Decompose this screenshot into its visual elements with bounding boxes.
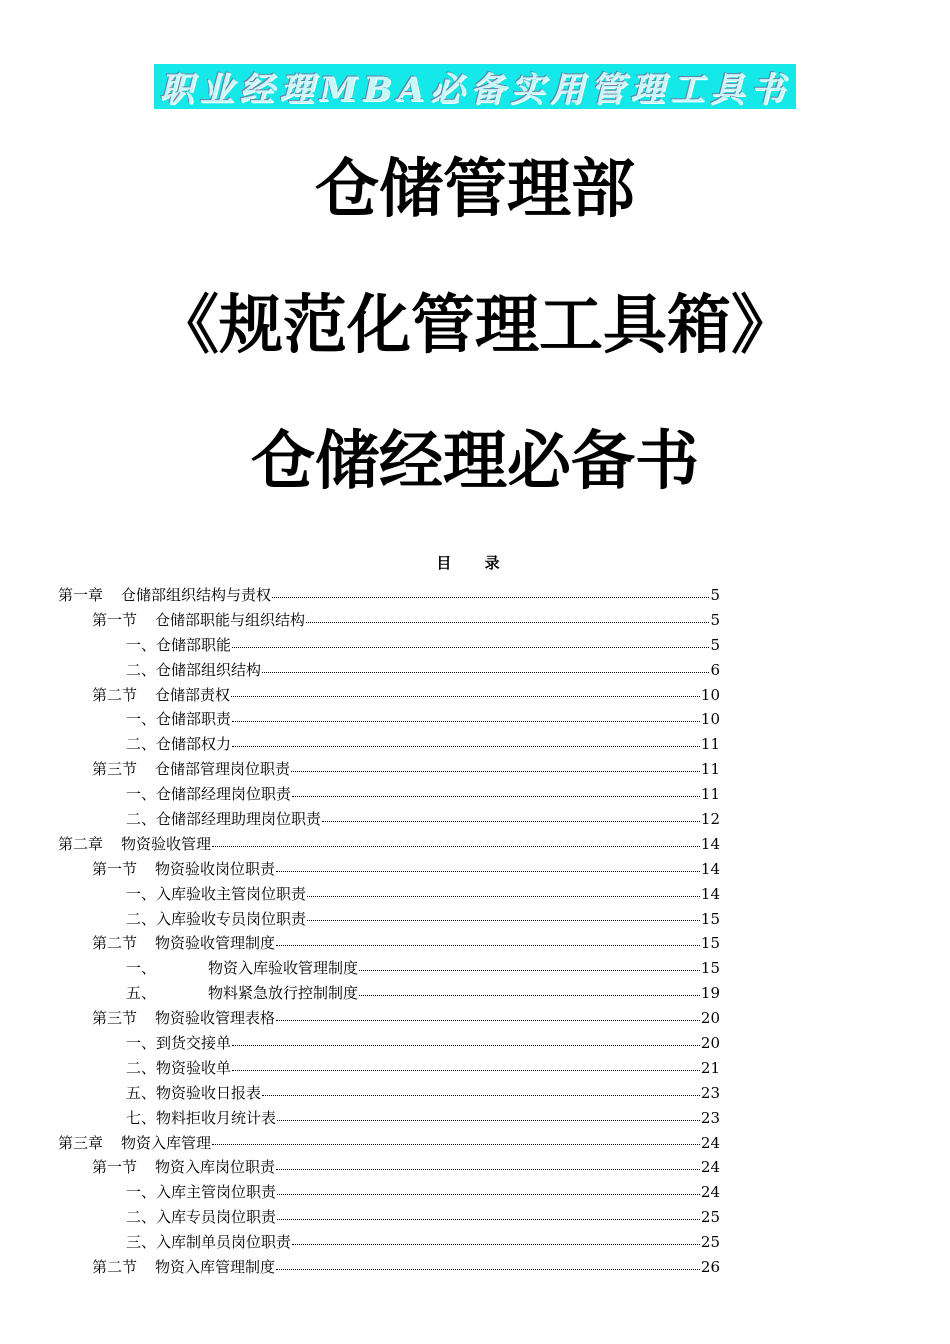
toc-entry-label [58, 832, 211, 857]
toc-dot-leader [277, 1119, 700, 1121]
toc-dot-leader [276, 1168, 700, 1170]
toc-entry-text: 仓储部责权 [155, 685, 231, 704]
toc-entry[interactable] [58, 1056, 720, 1081]
toc-dot-leader [272, 596, 709, 598]
toc-entry-text: 二、物资验收单 [126, 1058, 232, 1077]
toc-dot-leader [277, 1193, 700, 1195]
toc-entry-page: 24 [700, 1183, 720, 1202]
toc-entry-label [58, 1131, 211, 1156]
toc-entry-text: 一、到货交接单 [126, 1034, 232, 1053]
toc-entry-label [92, 1006, 275, 1031]
toc-entry-number: 第一节 [92, 1158, 138, 1177]
toc-entry-text: 二、仓储部经理助理岗位职责 [126, 810, 322, 829]
toc-entry-text: 一、仓储部经理岗位职责 [126, 785, 292, 804]
toc-entry-number: 第二章 [58, 834, 104, 853]
toc-entry-label [92, 931, 275, 956]
banner-text: 职业经理MBA必备实用管理工具书 [159, 70, 791, 109]
toc-dot-leader [306, 621, 709, 623]
toc-entry-text: 五、物资验收日报表 [126, 1083, 262, 1102]
toc-entry-page: 20 [700, 1034, 720, 1053]
toc-entry-page: 11 [700, 735, 720, 754]
toc-entry-page: 11 [700, 760, 720, 779]
toc-entry-label [92, 1255, 275, 1280]
toc-entry-page: 15 [700, 934, 720, 953]
toc-entry-number: 五、 [126, 984, 157, 1003]
toc-entry-page: 23 [700, 1108, 720, 1127]
toc-entry-text: 物料紧急放行控制制度 [208, 984, 359, 1003]
toc-entry-label [58, 583, 271, 608]
toc-entry-label [92, 757, 290, 782]
toc-entry[interactable] [58, 1155, 720, 1180]
toc-entry-text: 物资验收岗位职责 [155, 859, 276, 878]
toc-entry-label [126, 732, 231, 757]
toc-entry[interactable] [58, 1205, 720, 1230]
toc-entry-label [126, 658, 261, 683]
toc-entry-text: 二、入库验收专员岗位职责 [126, 909, 307, 928]
toc-entry-text: 仓储部管理岗位职责 [155, 760, 291, 779]
toc-entry-text: 物资入库岗位职责 [155, 1158, 276, 1177]
toc-entry-page: 5 [710, 610, 720, 629]
toc-entry-page: 25 [700, 1233, 720, 1252]
toc-entry-label [126, 782, 291, 807]
toc-entry-page: 14 [700, 834, 720, 853]
toc-dot-leader [292, 1243, 700, 1245]
toc-entry-page: 24 [700, 1158, 720, 1177]
toc-entry-label [126, 956, 358, 981]
toc-dot-leader [307, 919, 700, 921]
toc-entry-page: 14 [700, 884, 720, 903]
toc-entry-label [126, 1180, 276, 1205]
toc-entry[interactable] [58, 658, 720, 683]
table-of-contents [58, 583, 720, 1280]
toc-entry-text: 二、仓储部权力 [126, 735, 232, 754]
toc-entry-page: 25 [700, 1208, 720, 1227]
toc-entry-label [126, 1056, 231, 1081]
toc-heading: 目 录 [436, 554, 514, 572]
toc-dot-leader [232, 720, 700, 722]
toc-entry-page: 15 [700, 909, 720, 928]
toc-entry-page: 19 [700, 984, 720, 1003]
toc-entry-text: 七、物料拒收月统计表 [126, 1108, 277, 1127]
toc-entry-label [126, 981, 358, 1006]
toc-dot-leader [307, 895, 700, 897]
toc-dot-leader [276, 1268, 700, 1270]
toc-entry-number: 第一节 [92, 859, 138, 878]
toc-dot-leader [322, 820, 700, 822]
title-line-1: 仓储管理部 [315, 153, 635, 227]
toc-entry-label [92, 1155, 275, 1180]
toc-entry-page: 21 [700, 1058, 720, 1077]
toc-entry-label [126, 882, 306, 907]
toc-entry[interactable] [58, 1106, 720, 1131]
toc-dot-leader [277, 1218, 700, 1220]
toc-entry-page: 26 [700, 1258, 720, 1277]
toc-dot-leader [231, 695, 700, 697]
toc-entry[interactable] [58, 1180, 720, 1205]
toc-entry[interactable] [58, 956, 720, 981]
toc-entry[interactable] [58, 931, 720, 956]
toc-dot-leader [232, 1069, 700, 1071]
toc-entry-number: 第一章 [58, 586, 104, 604]
toc-entry[interactable] [58, 583, 720, 608]
toc-entry-text: 物资入库管理制度 [155, 1258, 276, 1277]
toc-entry[interactable] [58, 1255, 720, 1280]
toc-entry-label [126, 1106, 276, 1131]
toc-entry-text: 物资验收管理 [121, 834, 212, 853]
toc-entry-number: 第二节 [92, 934, 138, 953]
toc-dot-leader [359, 969, 700, 971]
toc-entry-page: 6 [710, 660, 720, 679]
toc-entry[interactable] [58, 1031, 720, 1056]
toc-entry-text: 仓储部组织结构与责权 [121, 586, 272, 604]
toc-entry-page: 10 [700, 710, 720, 729]
toc-entry-label [126, 1081, 261, 1106]
header-banner [154, 64, 796, 109]
toc-entry-text: 二、仓储部组织结构 [126, 660, 262, 679]
toc-dot-leader [276, 870, 700, 872]
toc-entry-page: 20 [700, 1009, 720, 1028]
toc-entry[interactable] [58, 1230, 720, 1255]
toc-entry[interactable] [58, 633, 720, 658]
toc-entry-text: 物资入库管理 [121, 1133, 212, 1152]
toc-dot-leader [291, 770, 700, 772]
toc-entry-text: 一、仓储部职能 [126, 635, 232, 654]
toc-entry-label [126, 1205, 276, 1230]
toc-entry-number: 一、 [126, 959, 157, 978]
toc-dot-leader [276, 1019, 700, 1021]
toc-dot-leader [262, 1094, 700, 1096]
toc-entry-page: 15 [700, 959, 720, 978]
toc-entry[interactable] [58, 832, 720, 857]
toc-entry[interactable] [58, 1131, 720, 1156]
toc-entry-label [126, 807, 321, 832]
toc-entry-label [92, 608, 305, 633]
toc-entry-label [126, 1230, 291, 1255]
toc-dot-leader [359, 994, 700, 996]
toc-entry-page: 11 [700, 785, 720, 804]
toc-entry-page: 12 [700, 810, 720, 829]
toc-entry-text: 二、入库专员岗位职责 [126, 1208, 277, 1227]
title-line-2: 《规范化管理工具箱》 [155, 289, 795, 363]
toc-entry[interactable] [58, 782, 720, 807]
toc-entry-number: 第一节 [92, 610, 138, 629]
toc-entry[interactable] [58, 807, 720, 832]
toc-entry-number: 第二节 [92, 685, 138, 704]
toc-dot-leader [292, 795, 700, 797]
toc-dot-leader [232, 1044, 700, 1046]
toc-entry-text: 物资验收管理表格 [155, 1009, 276, 1028]
toc-entry[interactable] [58, 683, 720, 708]
toc-entry-page: 24 [700, 1133, 720, 1152]
toc-entry-number: 第二节 [92, 1258, 138, 1277]
toc-entry-text: 三、入库制单员岗位职责 [126, 1233, 292, 1252]
toc-entry-text: 一、入库主管岗位职责 [126, 1183, 277, 1202]
toc-entry[interactable] [58, 981, 720, 1006]
toc-entry-page: 5 [710, 586, 720, 604]
toc-dot-leader [232, 646, 709, 648]
toc-entry-label [126, 707, 231, 732]
toc-entry[interactable] [58, 1081, 720, 1106]
toc-entry[interactable] [58, 757, 720, 782]
toc-entry-label [92, 857, 275, 882]
toc-dot-leader [262, 671, 709, 673]
toc-dot-leader [212, 845, 700, 847]
toc-entry[interactable] [58, 732, 720, 757]
toc-entry-label [126, 907, 306, 932]
toc-entry-page: 5 [710, 635, 720, 654]
toc-entry[interactable] [58, 882, 720, 907]
toc-dot-leader [276, 944, 700, 946]
toc-entry-number: 第三节 [92, 1009, 138, 1028]
toc-entry-label [126, 633, 231, 658]
toc-entry[interactable] [58, 907, 720, 932]
toc-entry[interactable] [58, 707, 720, 732]
toc-entry-page: 14 [700, 859, 720, 878]
toc-entry-label [92, 683, 230, 708]
toc-entry-page: 10 [700, 685, 720, 704]
toc-entry-number: 第三节 [92, 760, 138, 779]
toc-entry-text: 物资入库验收管理制度 [208, 959, 359, 978]
toc-entry-number: 第三章 [58, 1133, 104, 1152]
toc-dot-leader [212, 1143, 700, 1145]
title-line-3: 仓储经理必备书 [251, 425, 699, 499]
toc-entry-text: 一、入库验收主管岗位职责 [126, 884, 307, 903]
toc-entry-text: 一、仓储部职责 [126, 710, 232, 729]
toc-dot-leader [232, 745, 700, 747]
toc-entry-text: 物资验收管理制度 [155, 934, 276, 953]
toc-entry-text: 仓储部职能与组织结构 [155, 610, 306, 629]
toc-entry[interactable] [58, 857, 720, 882]
toc-entry[interactable] [58, 608, 720, 633]
toc-entry-label [126, 1031, 231, 1056]
toc-entry-page: 23 [700, 1083, 720, 1102]
toc-entry[interactable] [58, 1006, 720, 1031]
